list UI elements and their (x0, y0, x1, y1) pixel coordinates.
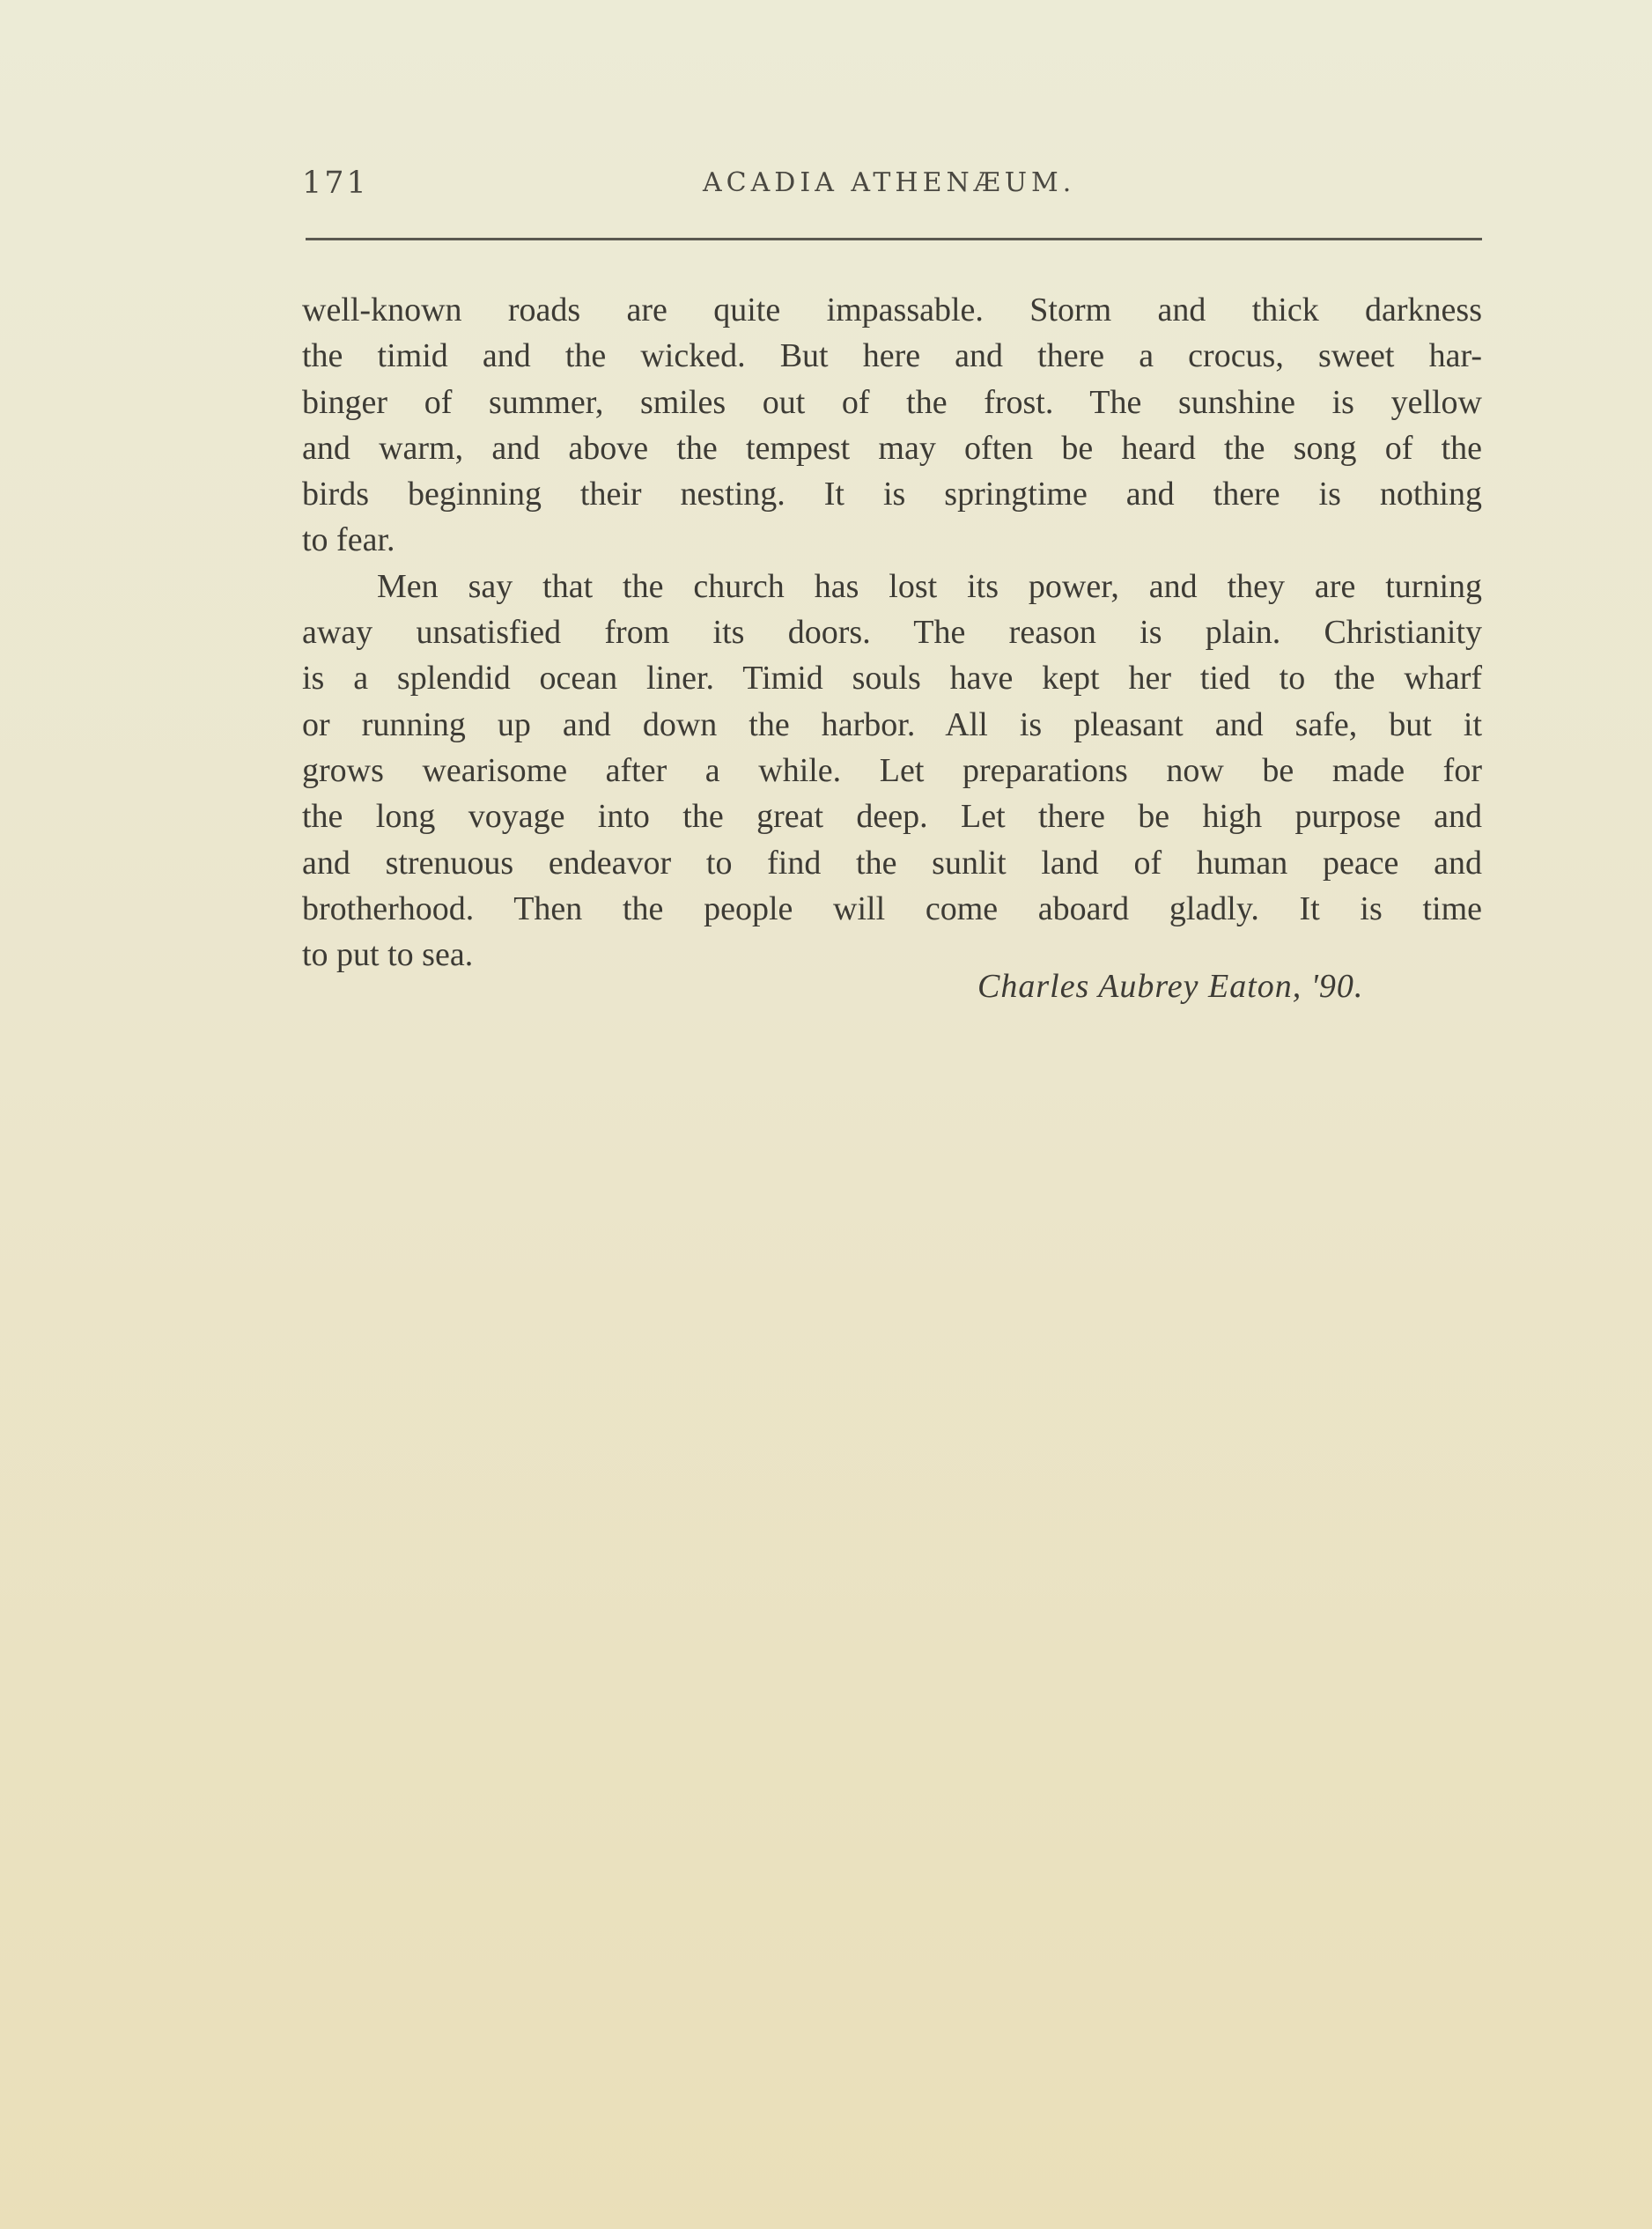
text-line: away unsatisfied from its doors. The reason is plain. Christianity (302, 614, 1482, 652)
article-body (302, 287, 1482, 978)
text-line: birds beginning their nesting. It is springtime and there is nothing (302, 476, 1482, 513)
paragraph-1 (302, 287, 1482, 564)
text-line: to fear. (302, 521, 395, 559)
text-line: the long voyage into the great deep. Let there be high purpose and (302, 798, 1482, 836)
text-line: well-known roads are quite impassable. Storm and thick darkness (302, 292, 1482, 328)
paragraph-2 (302, 564, 1482, 978)
page-number: 171 (302, 166, 369, 201)
text-line: Men say that the church has lost its power, and they are turning (377, 567, 1482, 605)
journal-title: ACADIA ATHENÆUM. (703, 167, 1076, 198)
running-head (302, 166, 1482, 210)
header-rule (306, 238, 1482, 240)
text-line: grows wearisome after a while. Let preparations now be made for (302, 751, 1482, 789)
text-line: and strenuous endeavor to find the sunlit land of human peace and (302, 844, 1482, 882)
text-line: binger of summer, smiles out of the frost. The sunshine is yellow (302, 383, 1482, 421)
text-line: to put to sea. (302, 936, 474, 974)
author-signature: Charles Aubrey Eaton, '90. (977, 968, 1364, 1005)
text-line: the timid and the wicked. But here and there a crocus, sweet har- (302, 337, 1482, 375)
text-line: and warm, and above the tempest may often be heard the song of the (302, 429, 1482, 467)
text-line: or running up and down the harbor. All is pleasant and safe, but it (302, 705, 1482, 743)
text-line: is a splendid ocean liner. Timid souls have kept her tied to the wharf (302, 660, 1482, 697)
text-line: brotherhood. Then the people will come aboard gladly. It is time (302, 889, 1482, 927)
